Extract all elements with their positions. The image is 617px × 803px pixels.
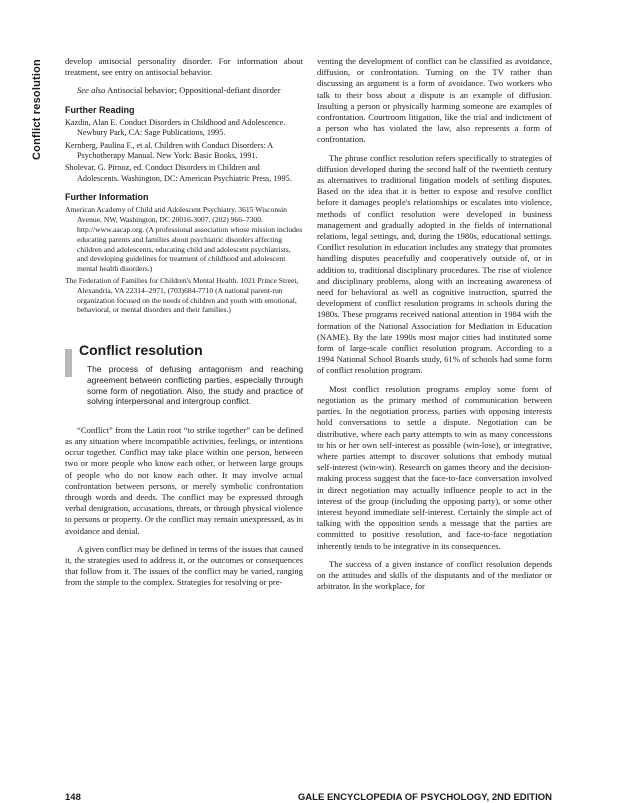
- reference-item: Kazdin, Alan E. Conduct Disorders in Childhood and Adolescence. Newbury Park, CA: Sage Publications, 1995.: [65, 117, 286, 138]
- publication-title: GALE ENCYCLOPEDIA OF PSYCHOLOGY, 2ND EDITION: [297, 792, 552, 803]
- body-paragraph: “Conflict” from the Latin root “to strike together” can be defined as any situation where incompatible activities, feelings, or intentions occur together. Conflict may take place within one person, between two or more people who know each other, or between large groups of people who do not know each other. It may involve actual confrontation between persons, or merely symbolic confrontation through words and deeds. The conflict may be expressed through verbal denigration, accusations, threats, or through physical violence to persons or property. Or the conflict may remain unexpressed, as in avoidance and denial.: [65, 424, 303, 536]
- intro-paragraph: develop antisocial personality disorder. For information about treatment, see entry on antisocial behavior.: [65, 56, 303, 78]
- reference-item: Sholevar, G. Pirooz, ed. Conduct Disorders in Children and Adolescents. Washington, DC: American Psychiatric Press, 1995.: [65, 163, 292, 183]
- entry-heading-block: [65, 342, 303, 359]
- entry-title: Conflict resolution: [79, 342, 203, 359]
- page-footer: [65, 792, 552, 803]
- further-information-heading: Further Information: [65, 192, 149, 203]
- information-item: The Federation of Families for Children's Mental Health. 1021 Prince Street, Alexandria, VA 22314–2971, (703)684-7710 (A national parent-run organization focused on the needs of children and youth with emotional, behavioral, or mental disorders and their families.): [65, 276, 299, 315]
- body-paragraph: The success of a given instance of conflict resolution depends on the attitudes and skills of the disputants and of the mediator or arbitrator. In the workplace, for: [317, 558, 552, 592]
- reference-item: Kernberg, Paulina F., et al. Children with Conduct Disorders: A Psychotherapy Manual. New York: Basic Books, 1991.: [65, 140, 273, 161]
- right-column: [317, 56, 552, 599]
- page-number: 148: [65, 792, 81, 803]
- entry-marker-bar: [65, 349, 72, 377]
- running-head-tab: [31, 60, 45, 160]
- running-head: Conflict resolution: [31, 59, 43, 160]
- body-paragraph: venting the development of conflict can be classified as avoidance, diffusion, or confrontation. Turning on the TV rather than discussing an argument is a form of avoidance. Two workers who talk to their boss about a dispute is an example of diffusion. Insulting a person or physically harming someone are examples of confrontation. Courtroom litigation, like the trial and indictment of a person who has violated the law, also represents a form of confrontation.: [317, 56, 552, 145]
- entry-summary: The process of defusing antagonism and reaching agreement between conflicting parties, especially through some form of negotiation. Also, the study and practice of solving interpersonal and intergroup conflict.: [87, 364, 303, 407]
- information-item: American Academy of Child and Adolescent Psychiatry. 3615 Wisconsin Avenue, NW, Washington, DC 20016-3007, (202) 966–7300. http://www.aacap.org. (A professional association whose mission includes educating parents and families about psychiatric disorders affecting children and adolescents, educating child and adolescent psychiatrists, and developing guidelines for treatment of childhood and adolescent mental health disorders.): [65, 205, 303, 274]
- see-also: [65, 85, 303, 96]
- see-also-label: See also: [77, 85, 106, 96]
- body-paragraph: The phrase conflict resolution refers specifically to strategies of diffusion developed during the second half of the twentieth century as alternatives to traditional litigation models of settling disputes. Based on the idea that it is better to expose and resolve conflict before it damages people's relationships or escalates into violence, methods of conflict resolution were developed in business management and gradually adopted in the fields of international relations, legal settings, and, during the 1980s, educational settings. Conflict resolution in education includes any strategy that promotes handling disputes peacefully and cooperatively outside of, or in addition to, traditional disciplinary procedures. The rise of violence and disciplinary problems, along with an increasing awareness of need for behavioral as well as cognitive instruction, spurred the development of conflict resolution programs in schools during the 1980s. These programs received national attention in 1984 with the formation of the National Association for Mediation in Education (NAME). By the late 1990s most major cities had instituted some form of large-scale conflict resolution program. According to a 1994 National School Boards study, 61% of schools had some form of conflict resolution program.: [317, 152, 552, 376]
- body-paragraph: A given conflict may be defined in terms of the issues that caused it, the strategies used to address it, or the outcomes or consequences that follow from it. The issues of the conflict may be varied, ranging from the simple to the complex. Strategies for resolving or pre-: [65, 543, 303, 588]
- see-also-text: Antisocial behavior; Oppositional-defiant disorder: [107, 85, 281, 96]
- body-paragraph: Most conflict resolution programs employ some form of negotiation as the primary method of communication between parties. In the negotiation process, parties with opposing interests hold conversations to settle a dispute. Negotiation can be distributive, where each party attempts to win as many concessions to his or her own self-interest as possible (win-lose), or integrative, where parties attempt to discover solutions that embody mutual self-interest (win-win). Research on games theory and the decision-making process suggest that the face-to-face conversation involved in direct negotiation may actually influence people to act in the interest of the group (including the opposing party), or some other interest beyond immediate self-interest. Certainly the simple act of talking with the opposition sends a message that the parties are committed to positive resolution, and face-to-face negotiation inherently tends to be integrative in its consequences.: [317, 383, 552, 551]
- further-reading-heading: Further Reading: [65, 104, 135, 115]
- left-column: [65, 56, 303, 596]
